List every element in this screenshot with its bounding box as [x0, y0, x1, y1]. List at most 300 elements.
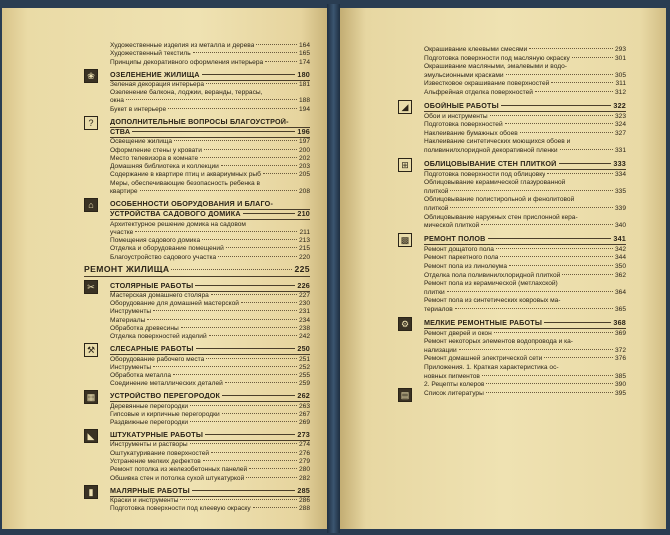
toc-page-number: 279 — [298, 458, 310, 465]
toc-entry — [110, 118, 310, 125]
leader-dots — [501, 105, 612, 106]
toc-entry-title: СЛЕСАРНЫЕ РАБОТЫ — [110, 345, 194, 353]
toc-entry-title: ОЗЕЛЕНЕНИЕ ЖИЛИЩА — [110, 70, 200, 78]
question-icon: ? — [84, 116, 98, 130]
toc-page-number: 208 — [298, 188, 310, 195]
toc-page-number: 267 — [298, 410, 310, 418]
leader-dots — [193, 52, 297, 53]
toc-entry-title: Меры, обеспечивающие безопасность ребенка в — [110, 179, 260, 187]
leader-dots — [153, 310, 297, 311]
leader-dots — [135, 231, 297, 232]
leaf-icon: ❀ — [84, 69, 98, 83]
leader-dots — [222, 395, 295, 396]
toc-page-number: 251 — [298, 355, 310, 363]
toc-entry-title: Соединение металлических деталей — [110, 380, 223, 388]
toc-entry — [110, 237, 310, 244]
toc-entry-title: МЕЛКИЕ РЕМОНТНЫЕ РАБОТЫ — [424, 319, 543, 326]
toc-entry-title: ОБОЙНЫЕ РАБОТЫ — [424, 102, 499, 109]
toc-entry — [424, 138, 626, 145]
toc-entry — [110, 487, 310, 494]
toc-entry-title: Гипсовые и кирпичные перегородки — [110, 410, 220, 418]
leader-dots — [202, 74, 296, 75]
toc-page-number: 311 — [615, 80, 626, 88]
leader-dots — [192, 490, 296, 491]
toc-entry — [424, 297, 626, 304]
toc-entry — [424, 188, 626, 195]
toc-page-number: 385 — [614, 372, 626, 380]
toc-entry — [110, 411, 310, 418]
toc-entry — [424, 222, 626, 229]
toc-entry-title: нализации — [424, 346, 457, 354]
toc-entry — [424, 102, 626, 109]
leader-dots — [486, 392, 613, 393]
toc-entry-title: МАЛЯРНЫЕ РАБОТЫ — [110, 486, 190, 494]
leader-dots — [181, 327, 297, 328]
toc-page-number: 390 — [614, 381, 626, 389]
leader-dots — [209, 335, 297, 336]
toc-entry — [424, 272, 626, 279]
toc-page-number: 341 — [613, 234, 626, 244]
toc-entry — [110, 138, 310, 145]
toc-entry — [110, 300, 310, 307]
toc-entry-title: Архитектурное решение домика на садовом — [110, 220, 246, 228]
toc-entry-title: Содержание в квартире птиц и аквариумных рыб — [110, 171, 261, 179]
toc-entry-title: ШТУКАТУРНЫЕ РАБОТЫ — [110, 431, 204, 439]
toc-entry — [424, 147, 626, 154]
toc-entry-title: Оборудование для домашней мастерской — [110, 300, 239, 308]
toc-entry — [424, 113, 626, 120]
leader-dots — [174, 140, 297, 141]
toc-entry — [424, 364, 626, 371]
toc-entry-title: териалов — [424, 306, 453, 313]
leader-dots — [562, 274, 613, 275]
toc-entry-title: ОБЛИЦОВЫВАНИЕ СТЕН ПЛИТКОЙ — [424, 160, 557, 167]
leader-dots — [190, 405, 297, 406]
toc-entry-title: Ремонт пола из керамической (метлахской) — [424, 280, 558, 288]
leader-dots — [200, 157, 297, 158]
leader-dots — [544, 322, 611, 323]
leader-dots — [202, 239, 297, 240]
leader-dots — [447, 291, 613, 292]
toc-entry — [110, 106, 310, 113]
toc-entry — [110, 450, 310, 457]
toc-entry — [110, 345, 310, 352]
leader-dots — [180, 499, 297, 500]
leader-dots — [168, 108, 297, 109]
toc-entry-title: 2. Рецепты колеров — [424, 381, 485, 389]
leader-dots — [140, 190, 297, 191]
toc-page-number: 369 — [614, 329, 626, 337]
leader-dots — [559, 163, 612, 164]
toc-entry-title: Материалы — [110, 316, 146, 324]
toc-entry-title: Ремонт пола из синтетических ковровых ма- — [424, 297, 561, 305]
toc-entry — [84, 263, 310, 274]
toc-page-number: 238 — [298, 325, 310, 332]
toc-page-number: 213 — [298, 237, 310, 245]
leader-dots — [560, 149, 613, 150]
section-rule — [84, 276, 310, 277]
toc-entry — [110, 180, 310, 187]
toc-entry-title: ОСОБЕННОСТИ ОБОРУДОВАНИЯ И БЛАГО- — [110, 199, 274, 207]
toc-entry — [110, 81, 310, 88]
toc-page-number: 242 — [298, 333, 310, 341]
toc-page-number: 227 — [298, 291, 310, 299]
toc-entry — [424, 373, 626, 380]
leader-dots — [509, 265, 613, 266]
toc-page-number: 273 — [297, 430, 310, 440]
toc-page-number: 165 — [298, 50, 310, 58]
toc-entry-title: Место телевизора в комнате — [110, 154, 199, 162]
toc-entry — [424, 171, 626, 178]
toc-entry-title: Подготовка поверхности под масляную окраску — [424, 54, 570, 62]
toc-entry-title: Обработка металла — [110, 372, 172, 380]
toc-entry-title: Обшивка стен и потолка сухой штукатуркой — [110, 474, 245, 482]
toc-entry — [110, 171, 310, 178]
toc-entry — [110, 254, 310, 261]
toc-entry — [110, 97, 310, 104]
toc-entry-title: УСТРОЙСТВА САДОВОГО ДОМИКА — [110, 210, 241, 218]
toc-entry-title: Оборудование рабочего места — [110, 355, 205, 363]
toc-page-number: 372 — [614, 346, 626, 354]
leader-dots — [249, 468, 297, 469]
leader-dots — [482, 375, 613, 376]
toc-entry — [110, 505, 310, 512]
toc-entry-title: РЕМОНТ ЖИЛИЩА — [84, 265, 170, 273]
leader-dots — [494, 332, 613, 333]
toc-entry-title: квартире — [110, 188, 138, 195]
toc-entry-title: Инструменты и растворы — [110, 441, 188, 449]
leader-dots — [211, 452, 297, 453]
leader-dots — [205, 434, 295, 435]
toc-page-number: 180 — [297, 69, 310, 79]
toc-entry — [110, 229, 310, 236]
toc-entry — [424, 390, 626, 397]
toc-page-number: 301 — [614, 54, 626, 62]
toc-entry — [110, 163, 310, 170]
leader-dots — [221, 165, 297, 166]
toc-page-number: 220 — [298, 253, 310, 261]
toc-page-number: 230 — [298, 300, 310, 308]
toc-entry-title: Зеленая декорация интерьера — [110, 80, 205, 88]
toc-entry-title: Окрашивание клеевыми смесями — [424, 46, 528, 53]
leader-dots — [535, 91, 613, 92]
toc-entry — [110, 356, 310, 363]
toc-entry — [110, 403, 310, 410]
toc-entry — [424, 235, 626, 242]
leader-dots — [490, 115, 613, 116]
toc-entry — [424, 46, 626, 53]
tools-icon: ⚙ — [398, 317, 412, 331]
toc-page-number: 324 — [614, 121, 626, 129]
toc-page-number: 280 — [298, 466, 310, 474]
leader-dots — [243, 213, 296, 214]
toc-entry — [424, 196, 626, 203]
leader-dots — [500, 256, 613, 257]
leader-dots — [450, 190, 613, 191]
toc-page-number: 350 — [614, 263, 626, 270]
toc-entry-title: окна — [110, 97, 124, 105]
toc-entry — [110, 245, 310, 252]
toc-page-number: 305 — [614, 71, 626, 79]
leader-dots — [196, 348, 296, 349]
toc-entry-title: Домашняя библиотека и коллекции — [110, 163, 219, 171]
leader-dots — [506, 74, 613, 75]
toc-entry-title: Ремонт пола из линолеума — [424, 263, 508, 270]
toc-entry-title: Устранение мелких дефектов — [110, 458, 201, 465]
toc-entry-title: Облицовывание полистирольной и фенолитовой — [424, 196, 575, 204]
leader-dots — [246, 477, 297, 478]
leader-dots — [572, 57, 613, 58]
wall-icon: ▦ — [84, 390, 98, 404]
toc-entry — [110, 392, 310, 399]
toc-entry-title: Оштукатуривание поверхностей — [110, 449, 210, 457]
leader-dots — [225, 382, 297, 383]
toc-entry — [424, 319, 626, 326]
saw-icon: ✂ — [84, 280, 98, 294]
toc-entry — [110, 441, 310, 448]
toc-entry-title: Ремонт дощатого пола — [424, 245, 494, 253]
toc-page-number: 331 — [614, 147, 626, 154]
toc-entry — [110, 364, 310, 371]
toc-entry — [110, 200, 310, 207]
toc-entry-title: Раздвижные перегородки — [110, 419, 189, 427]
toc-entry-title: плитки — [424, 288, 445, 296]
toc-entry — [424, 338, 626, 345]
leader-dots — [455, 308, 613, 309]
toc-page-number: 327 — [614, 129, 626, 137]
toc-entry-title: Художественные изделия из металла и дерева — [110, 42, 255, 49]
toc-entry — [424, 89, 626, 96]
leader-dots — [253, 507, 297, 508]
toc-entry-title: ДОПОЛНИТЕЛЬНЫЕ ВОПРОСЫ БЛАГОУСТРОЙ- — [110, 117, 289, 125]
toc-entry-title: Список литературы — [424, 389, 484, 397]
toc-entry-title: Художественный текстиль — [110, 50, 191, 58]
toc-entry-title: Помещения садового домика — [110, 237, 201, 245]
toc-entry — [424, 289, 626, 296]
toc-entry-title: РЕМОНТ ПОЛОВ — [424, 235, 486, 243]
toc-page-number: 334 — [614, 170, 626, 178]
toc-entry — [424, 306, 626, 313]
toc-entry — [110, 221, 310, 228]
toc-page-number: 164 — [298, 42, 310, 49]
toc-entry — [424, 205, 626, 212]
right-page — [340, 8, 666, 529]
toc-entry-title: Подготовка поверхности под облицовку — [424, 170, 546, 178]
leader-dots — [132, 131, 295, 132]
toc-page-number: 368 — [613, 318, 626, 327]
toc-page-number: 197 — [298, 138, 310, 146]
toc-entry-title: Букет в интерьере — [110, 105, 167, 113]
toc-page-number: 364 — [614, 288, 626, 296]
toc-entry — [424, 254, 626, 261]
toc-entry — [110, 282, 310, 289]
toc-page-number: 322 — [613, 101, 626, 110]
toc-entry-title: поливинилхлоридной декоративной пленки — [424, 147, 558, 154]
toc-page-number: 293 — [614, 46, 626, 53]
leader-dots — [547, 173, 613, 174]
toc-entry-title: Ремонт некоторых элементов водопровода и ка- — [424, 338, 574, 346]
toc-page-number: 288 — [298, 505, 310, 513]
toc-page-number: 340 — [614, 222, 626, 230]
toc-entry — [110, 466, 310, 473]
leader-dots — [488, 238, 612, 239]
toc-entry-title: Обои и инструменты — [424, 112, 488, 120]
toc-page-number: 226 — [297, 280, 310, 290]
toc-entry — [424, 63, 626, 70]
toc-entry — [424, 179, 626, 186]
toc-entry-title: Озеленение балкона, лоджии, веранды, террасы, — [110, 89, 263, 97]
roller-icon: ▮ — [84, 485, 98, 499]
toc-page-number: 225 — [294, 263, 310, 274]
leader-dots — [520, 132, 613, 133]
leader-dots — [211, 294, 297, 295]
toc-entry — [110, 210, 310, 217]
toc-entry-title: Деревянные перегородки — [110, 402, 189, 410]
book-spine — [327, 4, 340, 533]
house-icon: ⌂ — [84, 198, 98, 212]
toc-page-number: 255 — [298, 372, 310, 380]
toc-entry — [424, 330, 626, 337]
toc-page-number: 250 — [297, 344, 310, 354]
leader-dots — [459, 349, 613, 350]
toc-page-number: 210 — [297, 209, 310, 219]
leader-dots — [256, 44, 297, 45]
leader-dots — [544, 357, 613, 358]
toc-entry — [424, 72, 626, 79]
toc-entry — [110, 188, 310, 195]
leader-dots — [505, 123, 613, 124]
leader-dots — [195, 285, 295, 286]
toc-page-number: 211 — [299, 228, 310, 236]
toc-entry-title: Инструменты — [110, 308, 152, 316]
toc-entry-title: плиткой — [424, 205, 449, 212]
toc-page-number: 365 — [614, 306, 626, 313]
toc-entry-title: Краски и инструменты — [110, 496, 179, 504]
toc-entry-title: Ремонт паркетного пола — [424, 254, 499, 262]
toc-entry-title: новных пигментов — [424, 372, 480, 380]
leader-dots — [218, 256, 297, 257]
book-icon: ▤ — [398, 388, 412, 402]
toc-entry-title: Инструменты — [110, 363, 152, 371]
toc-page-number: 252 — [298, 363, 310, 371]
leader-dots — [190, 421, 297, 422]
leader-dots — [206, 358, 297, 359]
toc-entry — [110, 147, 310, 154]
toc-entry — [424, 160, 626, 167]
toc-page-number: 286 — [298, 496, 310, 504]
toc-entry — [110, 431, 310, 438]
toc-entry — [424, 55, 626, 62]
toc-page-number: 376 — [614, 355, 626, 363]
toc-entry-title: Ремонт домашней электрической сети — [424, 355, 543, 363]
toc-page-number: 263 — [298, 402, 310, 410]
toc-page-number: 262 — [297, 391, 310, 401]
toc-page-number: 174 — [298, 58, 310, 66]
toc-page-number: 333 — [613, 159, 626, 168]
leader-dots — [450, 207, 613, 208]
toc-entry — [110, 292, 310, 299]
toc-page-number: 339 — [614, 205, 626, 212]
toc-page-number: 269 — [298, 419, 310, 427]
trowel-icon: ◣ — [84, 429, 98, 443]
toc-entry — [110, 89, 310, 96]
toc-entry — [424, 121, 626, 128]
toc-entry — [424, 355, 626, 362]
toc-entry-title: Наклеивание синтетических моющихся обоев и — [424, 138, 571, 146]
leader-dots — [204, 149, 297, 150]
toc-page-number: 362 — [614, 271, 626, 279]
toc-entry-title: Мастерская домашнего столяра — [110, 291, 209, 299]
leader-dots — [481, 224, 613, 225]
toc-entry — [424, 280, 626, 287]
leader-dots — [171, 269, 292, 270]
leader-dots — [486, 383, 613, 384]
toc-entry-title: Подготовка поверхности под клеевую окраску — [110, 505, 251, 513]
toc-page-number: 276 — [298, 449, 310, 457]
toc-entry — [424, 347, 626, 354]
toc-entry — [110, 458, 310, 465]
toc-page-number: 312 — [614, 89, 626, 96]
toc-page-number: 188 — [298, 97, 310, 105]
toc-entry — [110, 497, 310, 504]
toc-entry — [424, 214, 626, 221]
toc-entry — [110, 71, 310, 78]
toc-entry — [110, 42, 310, 49]
toc-entry-title: Благоустройство садового участка — [110, 253, 217, 261]
toc-entry-title: СТОЛЯРНЫЕ РАБОТЫ — [110, 281, 194, 289]
toc-page-number: 215 — [298, 245, 310, 253]
tile-icon: ⊞ — [398, 158, 412, 172]
toc-page-number: 285 — [297, 485, 310, 495]
toc-page-number: 395 — [614, 389, 626, 397]
toc-entry — [110, 317, 310, 324]
toc-page-number: 335 — [614, 187, 626, 195]
toc-entry — [110, 128, 310, 135]
leader-dots — [222, 413, 297, 414]
toc-entry-title: СТВА — [110, 127, 131, 135]
toc-entry-title: Известковое окрашивание поверхностей — [424, 80, 550, 88]
toc-entry-title: эмульсионными красками — [424, 71, 504, 79]
toc-entry — [424, 263, 626, 270]
toc-entry-title: участке — [110, 228, 134, 236]
floor-icon: ▩ — [398, 233, 412, 247]
toc-entry-title: Приложения. 1. Краткая характеристика ос- — [424, 364, 559, 371]
leader-dots — [153, 366, 297, 367]
toc-page-number: 196 — [297, 126, 310, 136]
leader-dots — [529, 48, 613, 49]
toc-entry — [110, 59, 310, 66]
toc-entry-title: Обработка древесины — [110, 325, 179, 332]
toc-entry-title: Ремонт дверей и окон — [424, 329, 492, 337]
toc-page-number: 323 — [614, 112, 626, 120]
toc-entry-title: Ремонт потолка из железобетонных панелей — [110, 466, 248, 474]
toc-entry-title: Облицовывание керамической глазурованной — [424, 179, 566, 187]
toc-entry-title: Облицовывание наружных стен прислонной кера- — [424, 213, 578, 221]
toc-entry — [110, 475, 310, 482]
leader-dots — [265, 61, 297, 62]
toc-page-number: 282 — [298, 474, 310, 482]
toc-entry — [110, 325, 310, 332]
wrench-icon: ⚒ — [84, 343, 98, 357]
toc-page-number: 202 — [298, 154, 310, 162]
toc-entry-title: Отделка поверхностей изделий — [110, 333, 207, 341]
toc-page-number: 234 — [298, 316, 310, 324]
toc-entry — [424, 130, 626, 137]
toc-page-number: 181 — [298, 80, 310, 88]
toc-entry-title: УСТРОЙСТВО ПЕРЕГОРОДОК — [110, 392, 221, 400]
toc-page-number: 194 — [298, 105, 310, 113]
leader-dots — [126, 99, 297, 100]
